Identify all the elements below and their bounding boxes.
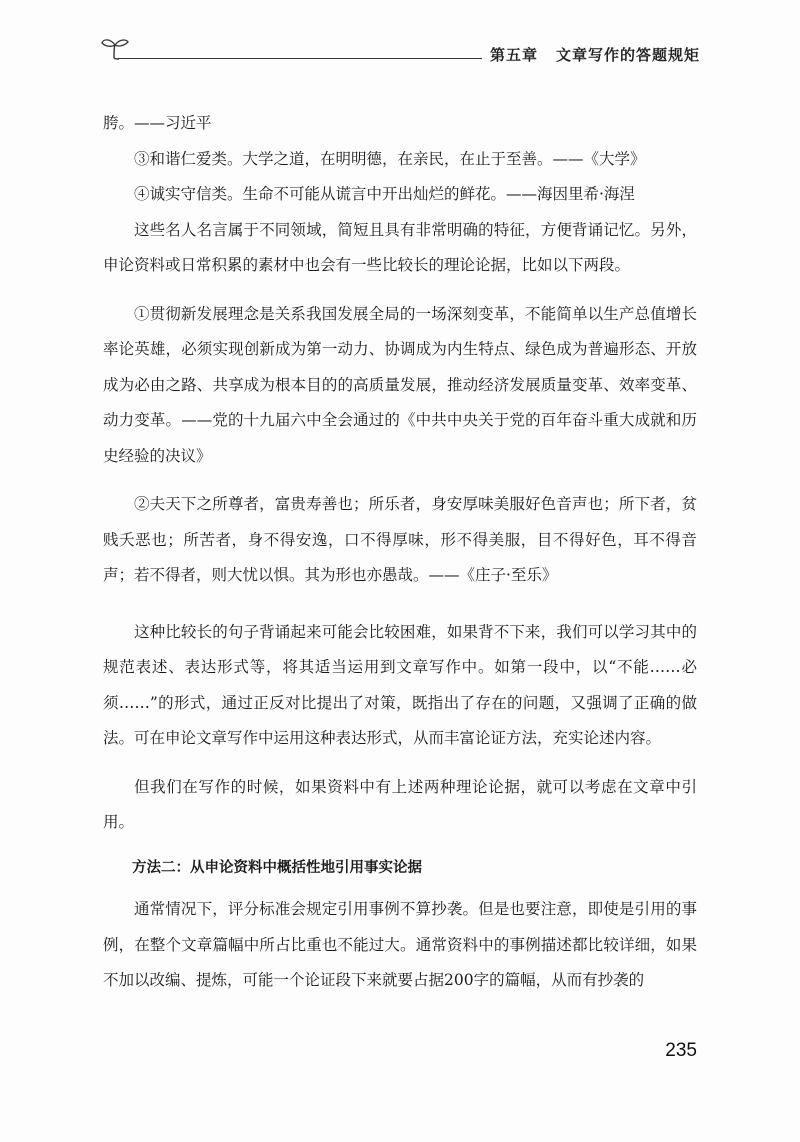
chapter-title — [490, 44, 700, 65]
paragraph: ③和谐仁爱类。大学之道，在明明德，在亲民，在止于至善。——《大学》 — [134, 149, 646, 168]
paragraph: ④诚实守信类。生命不可能从谎言中开出灿烂的鲜花。——海因里希·海涅 — [134, 185, 635, 203]
paragraph: ①贯彻新发展理念是关系我国发展全局的一场深刻变革，不能简单以生产总值增长率论英雄，必须实现创新成为第一动力、协调成为内生特点、绿色成为普遍形态、开放成为必由之路、共享成为根本目的的高质量发展，推动经济发展质量变革、效率变革、动力变革。——党的十九届六中全会通过的《中共中央关于党的百年奋斗重大成就和历史经验的决议》 — [103, 304, 697, 465]
paragraph: 这些名人名言属于不同领域，简短且具有非常明确的特征，方便背诵记忆。另外，申论资料或日常积累的素材中也会有一些比较长的理论论据，比如以下两段。 — [103, 220, 697, 274]
paragraph: 但我们在写作的时候，如果资料中有上述两种理论论据，就可以考虑在文章中引用。 — [103, 777, 697, 831]
paragraph: 胯。——习近平 — [103, 114, 212, 132]
section-heading: 方法二：从申论资料中概括性地引用事实论据 — [132, 859, 422, 876]
paragraph: 这种比较长的句子背诵起来可能会比较困难，如果背不下来，我们可以学习其中的规范表述、表达形式等，将其适当运用到文章写作中。如第一段中，以“不能……必须……”的形式，通过正反对比提出了对策，既指出了存在的问题，又强调了正确的做法。可在申论文章写作中运用这种表达形式，从而丰富论证方法，充实论述内容。 — [103, 622, 697, 747]
header-rule — [118, 58, 482, 59]
running-header — [100, 32, 700, 66]
page-number: 235 — [665, 1040, 697, 1061]
chapter-number: 第五章 — [489, 46, 538, 64]
paragraph: 通常情况下，评分标准会规定引用事例不算抄袭。但是也要注意，即使是引用的事例，在整个文章篇幅中所占比重也不能过大。通常资料中的事例描述都比较详细，如果不加以改编、提炼，可能一个论证段下来就要占据200字的篇幅，从而有抄袭的 — [103, 900, 697, 989]
chapter-name: 文章写作的答题规矩 — [555, 46, 700, 64]
body-text — [103, 106, 697, 999]
paragraph: ②夫天下之所尊者，富贵寿善也；所乐者，身安厚味美服好色音声也；所下者，贫贱夭恶也；所苦者，身不得安逸，口不得厚味，形不得美服，目不得好色，耳不得音声；若不得者，则大忧以惧。其为形也亦愚哉。——《庄子·至乐》 — [103, 495, 697, 584]
